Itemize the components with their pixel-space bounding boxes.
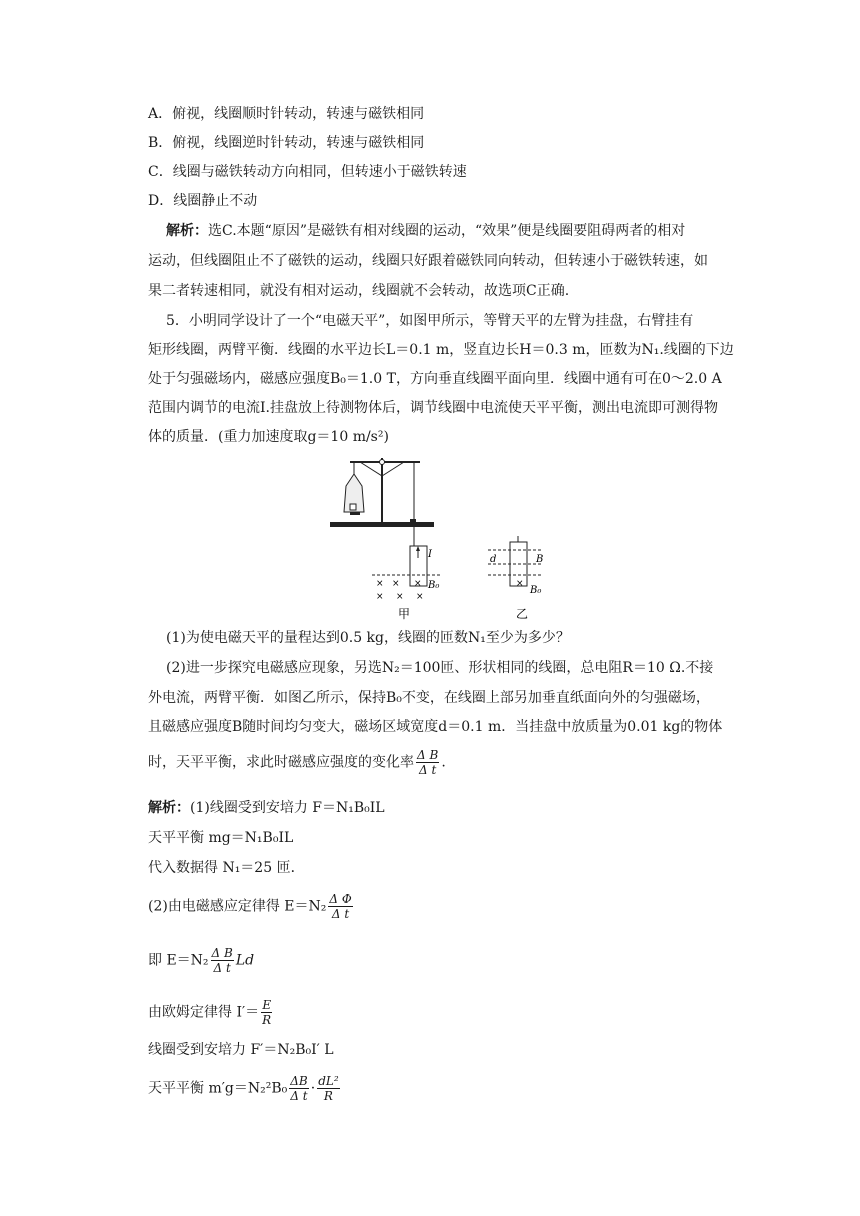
balance-fraction-1	[289, 1074, 308, 1103]
svg-text:×: ×	[416, 592, 424, 602]
fraction-denominator: Δ t	[213, 961, 231, 975]
fraction-denominator: R	[323, 1089, 333, 1103]
rate-fraction	[416, 748, 439, 777]
q5-line-5: 体的质量．(重力加速度取g＝10 m/s²)	[148, 429, 389, 445]
label-b0-right: B₀	[530, 585, 542, 596]
caption-right: 乙	[516, 607, 529, 621]
analysis-1-line-2: 运动，但线圈阻止不了磁铁的运动，线圈只好跟着磁铁同向转动，但转速小于磁铁转速，如	[148, 253, 708, 269]
step-5-suffix: Ld	[235, 952, 255, 969]
fraction-denominator: Δ t	[290, 1089, 308, 1103]
fraction-denominator: Δ t	[419, 763, 437, 777]
sub-question-2-line-3: 且磁感应强度B随时间均匀变大，磁场区域宽度d＝0.1 m．当挂盘中放质量为0.01 kg的物体	[148, 719, 723, 735]
sub-question-2-text: 时，天平平衡，求此时磁感应强度的变化率	[148, 754, 414, 771]
svg-text:×: ×	[376, 579, 384, 589]
svg-text:×: ×	[376, 592, 384, 602]
caption-left: 甲	[398, 607, 411, 621]
flux-fraction	[328, 892, 352, 921]
fraction-numerator: Δ B	[417, 748, 439, 762]
fraction-numerator: Δ B	[211, 946, 233, 960]
step-5-text: 即 E＝N₂	[148, 952, 209, 969]
label-b: B	[536, 554, 544, 565]
multiply-dot: ·	[310, 1080, 316, 1097]
svg-text:×: ×	[516, 579, 524, 589]
sentence-end: .	[441, 754, 446, 771]
analysis-2-line-1	[148, 798, 385, 818]
step-8-text: 天平平衡 m′g＝N₂²B₀	[148, 1080, 288, 1097]
q5-line-2: 矩形线圈，两臂平衡．线圈的水平边长L＝0.1 m，竖直边长H＝0.3 m，匝数为N₁.线圈的下边	[148, 342, 734, 358]
fraction-denominator: Δ t	[331, 907, 350, 921]
svg-text:×: ×	[396, 592, 404, 602]
analysis-2-step-5	[148, 946, 254, 975]
analysis-2-step-3: 代入数据得 N₁＝25 匝．	[148, 860, 305, 876]
balance-base	[330, 522, 434, 527]
analysis-2-step-8	[148, 1074, 342, 1103]
label-d: d	[490, 554, 497, 565]
sub-question-1: (1)为使电磁天平的量程达到0.5 kg，线圈的匝数N₁至少为多少？	[166, 630, 570, 646]
analysis-2-step-1: (1)线圈受到安培力 F＝N₁B₀IL	[190, 800, 385, 816]
svg-text:×: ×	[392, 579, 400, 589]
analysis-label: 解析：	[148, 800, 190, 816]
fraction-numerator: dL²	[318, 1074, 339, 1088]
sub-question-2-line-1: (2)进一步探究电磁感应现象，另选N₂＝100匝、形状相同的线圈，总电阻R＝10 Ω.不接	[166, 660, 714, 676]
analysis-1-line-3: 果二者转速相同，就没有相对运动，线圈就不会转动，故选项C正确.	[148, 283, 570, 299]
q5-line-4: 范围内调节的电流I.挂盘放上待测物体后，调节线圈中电流使天平平衡，测出电流即可测得物	[148, 400, 718, 416]
balance-figure	[330, 456, 544, 626]
balance-fraction-2	[317, 1074, 339, 1103]
label-b0-left: B₀	[428, 580, 440, 591]
field-fraction	[211, 946, 234, 975]
step-4-text: (2)由电磁感应定律得 E＝N₂	[148, 898, 327, 915]
analysis-label: 解析：	[166, 223, 208, 239]
step-6-text: 由欧姆定律得 I′＝	[148, 1004, 260, 1021]
fraction-denominator: R	[262, 1013, 272, 1027]
analysis-2-step-4	[148, 892, 355, 921]
analysis-2-step-6	[148, 998, 274, 1027]
option-b: B．俯视，线圈逆时针转动，转速与磁铁相同	[148, 135, 425, 151]
analysis-2-step-7: 线圈受到安培力 F′＝N₂B₀I′ L	[148, 1042, 334, 1058]
sub-question-2-line-4	[148, 748, 446, 777]
analysis-1-line-1	[166, 221, 685, 241]
q5-line-1: 5．小明同学设计了一个“电磁天平”，如图甲所示，等臂天平的左臂为挂盘，右臂挂有	[166, 313, 694, 329]
option-a: A．俯视，线圈顺时针转动，转速与磁铁相同	[148, 106, 425, 122]
label-i: I	[428, 549, 432, 560]
fraction-numerator: Δ Φ	[329, 892, 352, 906]
fraction-numerator: ΔB	[290, 1074, 308, 1088]
q5-line-3: 处于匀强磁场内，磁感应强度B₀＝1.0 T，方向垂直线圈平面向里．线圈中通有可在0～2.0 A	[148, 371, 722, 387]
analysis-2-step-2: 天平平衡 mg＝N₁B₀IL	[148, 830, 294, 846]
ohm-fraction	[261, 998, 272, 1027]
analysis-1-text: 选C.本题“原因”是磁铁有相对线圈的运动，“效果”便是线圈要阻碍两者的相对	[208, 223, 686, 239]
option-c: C．线圈与磁铁转动方向相同，但转速小于磁铁转速	[148, 164, 467, 180]
fraction-numerator: E	[262, 998, 272, 1012]
sub-question-2-line-2: 外电流，两臂平衡．如图乙所示，保持B₀不变，在线圈上部另加垂直纸面向外的匀强磁场，	[148, 690, 710, 706]
option-d: D．线圈静止不动	[148, 193, 258, 209]
svg-text:×: ×	[414, 579, 422, 589]
